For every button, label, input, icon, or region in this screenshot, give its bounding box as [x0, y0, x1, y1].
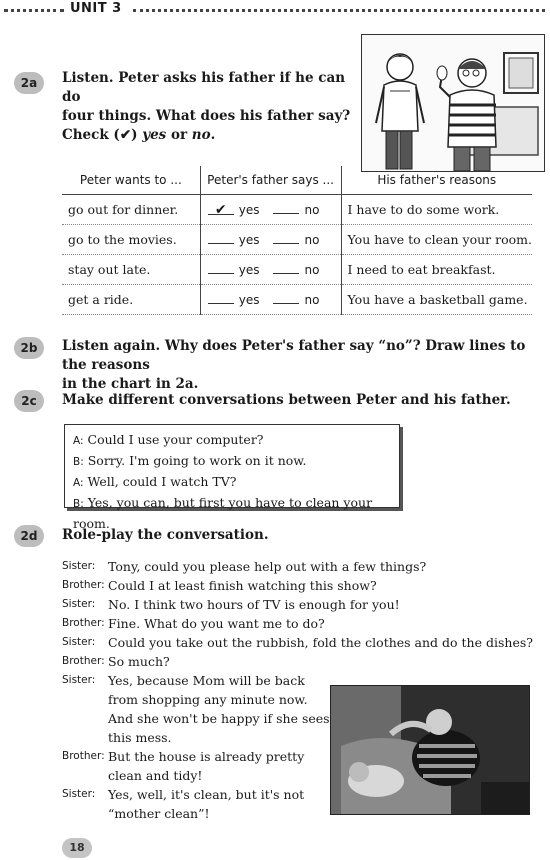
peter-and-father-illustration	[361, 34, 545, 172]
instruction-2a-no: no	[191, 127, 211, 143]
instruction-2a-or: or	[166, 127, 192, 143]
conversation-line	[73, 472, 391, 493]
illustration-svg	[362, 35, 545, 172]
section-badge-2c: 2c	[14, 390, 44, 412]
chart-cell-says	[200, 224, 341, 254]
peter-chart	[62, 166, 532, 315]
conversation-line	[73, 451, 391, 472]
speaker-label: Brother:	[62, 579, 105, 591]
conversation-text: Could I use your computer?	[87, 432, 264, 447]
no-blank[interactable]	[273, 232, 299, 244]
instruction-2c: Make different conversations between Peter and his father.	[62, 392, 511, 408]
speaker-label: B:	[73, 498, 84, 510]
dialogue-text: And she won't be happy if she sees	[108, 711, 330, 726]
instruction-2a-line2: four things. What does his father say?	[62, 108, 351, 124]
chart-cell-says	[200, 194, 341, 224]
no-blank[interactable]	[273, 202, 299, 214]
dialogue-text: Fine. What do you want me to do?	[108, 616, 325, 631]
example-conversation-box	[64, 424, 400, 531]
speaker-label: Brother:	[62, 655, 105, 667]
chart-header-row	[62, 166, 532, 194]
instruction-2a-check-pre: Check (	[62, 127, 120, 143]
instruction-2a-line1: Listen. Peter asks his father if he can do	[62, 70, 346, 105]
instruction-2b-line2: in the chart in 2a.	[62, 376, 199, 392]
dialogue-text: Could you take out the rubbish, fold the clothes and do the dishes?	[108, 635, 533, 650]
yes-blank[interactable]	[208, 201, 234, 218]
conversation-text: Yes, you can, but first you have to clean your room.	[73, 495, 373, 531]
instruction-2b	[62, 337, 542, 394]
speaker-label: Brother:	[62, 750, 105, 762]
conversation-line	[73, 430, 391, 451]
table-row	[62, 194, 532, 224]
chart-cell-reason: You have a basketball game.	[341, 284, 532, 314]
speaker-label: Sister:	[62, 598, 96, 610]
instruction-2a-check-mid: )	[131, 127, 143, 143]
chart-header-wants: Peter wants to ...	[62, 166, 200, 194]
dialogue-text: Could I at least finish watching this show?	[108, 578, 377, 593]
dialogue-text: Yes, well, it's clean, but it's not	[108, 787, 305, 802]
speaker-label: Sister:	[62, 788, 96, 800]
dialogue-text: But the house is already pretty	[108, 749, 305, 764]
dialogue-text: clean and tidy!	[108, 768, 203, 783]
yes-blank[interactable]	[208, 262, 234, 274]
speaker-label: Sister:	[62, 674, 96, 686]
speaker-label: Sister:	[62, 636, 96, 648]
table-row	[62, 254, 532, 284]
unit-header	[0, 0, 550, 22]
chart-cell-reason: I need to eat breakfast.	[341, 254, 532, 284]
instruction-2d: Role-play the conversation.	[62, 527, 269, 543]
dialogue-text: from shopping any minute now.	[108, 692, 308, 707]
page-number: 18	[62, 838, 92, 858]
unit-title: UNIT 3	[70, 1, 122, 16]
no-label: no	[304, 232, 320, 247]
no-blank[interactable]	[273, 292, 299, 304]
chart-cell-want: go out for dinner.	[62, 194, 200, 224]
dialogue-text: this mess.	[108, 730, 172, 745]
speaker-label: A:	[73, 477, 84, 489]
speaker-label: Brother:	[62, 617, 105, 629]
yes-label: yes	[238, 292, 260, 307]
section-badge-2b: 2b	[14, 337, 44, 359]
instruction-2a-dot: .	[210, 127, 216, 143]
chart-cell-says	[200, 284, 341, 314]
section-badge-2d: 2d	[14, 525, 44, 547]
chart-cell-want: get a ride.	[62, 284, 200, 314]
conversation-text: Sorry. I'm going to work on it now.	[87, 453, 307, 468]
speaker-label: B:	[73, 456, 84, 468]
siblings-photo	[330, 685, 530, 815]
yes-blank[interactable]	[208, 292, 234, 304]
chart-cell-says	[200, 254, 341, 284]
chart-cell-reason: You have to clean your room.	[341, 224, 532, 254]
photo-svg	[331, 686, 530, 815]
speaker-label: A:	[73, 435, 84, 447]
instruction-2b-line1: Listen again. Why does Peter's father say “no”? Draw lines to the reasons	[62, 338, 526, 373]
yes-label: yes	[238, 262, 260, 277]
speaker-label: Sister:	[62, 560, 96, 572]
chart-cell-want: stay out late.	[62, 254, 200, 284]
no-blank[interactable]	[273, 262, 299, 274]
header-dots-right	[133, 9, 545, 12]
yes-label: yes	[238, 232, 260, 247]
dialogue-text: “mother clean”!	[108, 806, 210, 821]
instruction-2a-yes: yes	[142, 127, 167, 143]
no-label: no	[304, 262, 320, 277]
dialogue-text: No. I think two hours of TV is enough for you!	[108, 597, 400, 612]
dialogue-text: Yes, because Mom will be back	[108, 673, 305, 688]
header-dots-left	[4, 9, 64, 12]
table-row	[62, 284, 532, 314]
check-mark-icon: ✔	[119, 127, 132, 143]
instruction-2a	[62, 69, 357, 145]
no-label: no	[304, 292, 320, 307]
check-mark-icon: ✔	[214, 201, 227, 218]
yes-label: yes	[238, 202, 260, 217]
dialogue-text: Tony, could you please help out with a few things?	[108, 559, 427, 574]
dialogue-text: So much?	[108, 654, 170, 669]
instruction-2a-line3	[62, 126, 357, 145]
table-row	[62, 224, 532, 254]
conversation-text: Well, could I watch TV?	[87, 474, 237, 489]
yes-blank[interactable]	[208, 232, 234, 244]
chart-header-reasons: His father's reasons	[341, 166, 532, 194]
no-label: no	[304, 202, 320, 217]
chart-cell-reason: I have to do some work.	[341, 194, 532, 224]
section-badge-2a: 2a	[14, 72, 44, 94]
chart-cell-want: go to the movies.	[62, 224, 200, 254]
chart-header-says: Peter's father says ...	[200, 166, 341, 194]
